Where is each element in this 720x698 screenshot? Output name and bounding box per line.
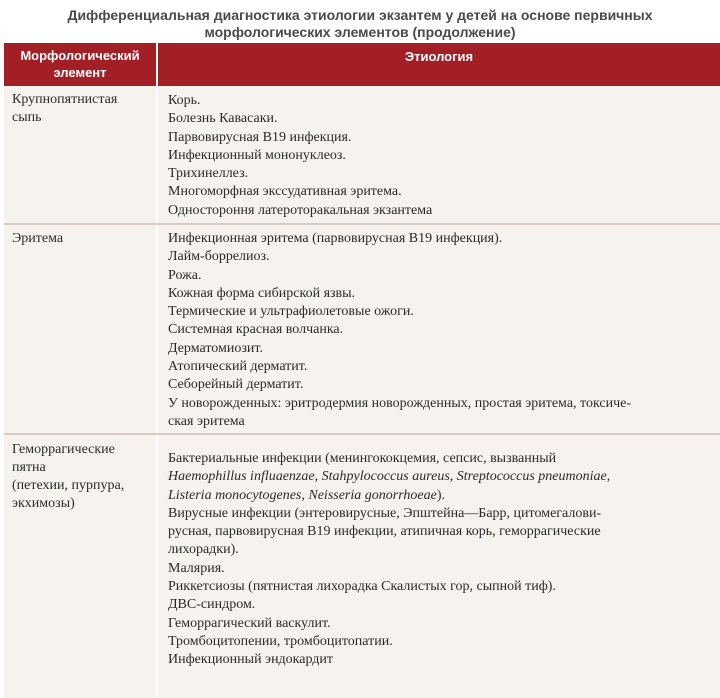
table-title-line: Дифференциальная диагностика этиологии экзантем у детей на основе первичных bbox=[67, 7, 653, 23]
pathogen-name: Stahpylococcus aureus bbox=[321, 469, 450, 485]
etiology-item: Рожа. bbox=[168, 267, 202, 283]
separator: , bbox=[449, 469, 457, 485]
etiology-item: Риккетсиозы (пятнистая лихорадка Скалистых гор, сыпной тиф). bbox=[168, 579, 556, 595]
etiology-item: Малярия. bbox=[168, 560, 225, 576]
table-row bbox=[4, 435, 720, 698]
separator: , bbox=[314, 469, 322, 485]
etiology-item: Многоморфная экссудативная эритема. bbox=[168, 184, 402, 200]
header-etiology-column: Этиология bbox=[404, 49, 474, 64]
etiology-item: Атопический дерматит. bbox=[168, 359, 308, 375]
element-cell bbox=[4, 86, 158, 223]
etiology-item: Вирусные инфекции (энтеровирусные, Эпштейна—Барр, цитомегалови- bbox=[168, 505, 602, 521]
table-title bbox=[0, 0, 720, 40]
element-text: Геморрагические bbox=[12, 442, 115, 457]
etiology-item: русная, парвовирусная В19 инфекции, атипичная корь, геморрагические bbox=[168, 524, 601, 540]
etiology-item: Кожная форма сибирской язвы. bbox=[168, 285, 356, 301]
etiology-cell bbox=[158, 435, 720, 698]
header-element-label: Морфологический bbox=[20, 48, 140, 63]
pathogen-name: Haemophillus influaenzae bbox=[168, 469, 315, 485]
element-cell bbox=[4, 225, 158, 433]
element-cell bbox=[4, 435, 158, 698]
etiology-item: ская эритема bbox=[168, 413, 245, 429]
etiology-cell bbox=[158, 86, 720, 223]
separator: ). bbox=[436, 487, 446, 503]
table-header bbox=[4, 43, 720, 86]
etiology-item: Себорейный дерматит. bbox=[168, 377, 304, 393]
element-text: Крупнопятнистая bbox=[12, 92, 118, 107]
element-text: экхимозы) bbox=[12, 496, 75, 511]
header-element-column bbox=[4, 43, 158, 86]
etiology-item: Болезнь Кавасаки. bbox=[168, 111, 278, 127]
separator: , bbox=[606, 469, 611, 485]
etiology-item: Корь. bbox=[168, 93, 201, 108]
etiology-item: Термические и ультрафиолетовые ожоги. bbox=[168, 304, 414, 320]
element-text: пятна bbox=[12, 460, 46, 475]
pathogen-name: Streptococcus pneumoniae bbox=[456, 469, 607, 485]
table-row bbox=[4, 225, 720, 435]
etiology-item: Инфекционный мононуклеоз. bbox=[168, 147, 346, 163]
etiology-item: Инфекционная эритема (парвовирусная В19 инфекция). bbox=[168, 231, 503, 246]
etiology-cell bbox=[158, 225, 720, 433]
etiology-table bbox=[4, 43, 720, 698]
etiology-item: Лайм-боррелиоз. bbox=[168, 249, 270, 265]
etiology-item: Трихинеллез. bbox=[168, 166, 249, 182]
etiology-item: ДВС-синдром. bbox=[168, 597, 256, 613]
etiology-item: Системная красная волчанка. bbox=[168, 322, 344, 338]
etiology-item bbox=[168, 487, 720, 505]
separator: , bbox=[301, 487, 309, 503]
element-text: (петехии, пурпура, bbox=[12, 478, 125, 493]
pathogen-name: Listeria monocytogenes bbox=[168, 487, 302, 503]
etiology-item: Геморрагический васкулит. bbox=[168, 615, 331, 631]
pathogen-name: Neisseria gonorrhoeae bbox=[308, 487, 437, 503]
etiology-item: Одностороння латероторакальная экзантема bbox=[168, 202, 433, 218]
etiology-item: лихорадки). bbox=[168, 542, 239, 558]
etiology-item: У новорожденных: эритродермия новорожденных, простая эритема, токсиче- bbox=[168, 395, 632, 411]
header-element-label: элемент bbox=[53, 65, 107, 80]
table-title-line: морфологических элементов (продолжение) bbox=[204, 24, 516, 40]
etiology-item: Бактериальные инфекции (менингококцемия, сепсис, вызванный bbox=[168, 451, 557, 466]
table-row bbox=[4, 86, 720, 225]
etiology-item: Инфекционный эндокардит bbox=[168, 652, 334, 668]
etiology-item: Тромбоцитопении, тромбоцитопатии. bbox=[168, 633, 393, 649]
element-text: Эритема bbox=[12, 231, 64, 246]
etiology-item bbox=[168, 468, 720, 486]
element-text: сыпь bbox=[12, 110, 42, 125]
etiology-item: Парвовирусная В19 инфекция. bbox=[168, 129, 352, 145]
etiology-item: Дерматомиозит. bbox=[168, 340, 263, 356]
